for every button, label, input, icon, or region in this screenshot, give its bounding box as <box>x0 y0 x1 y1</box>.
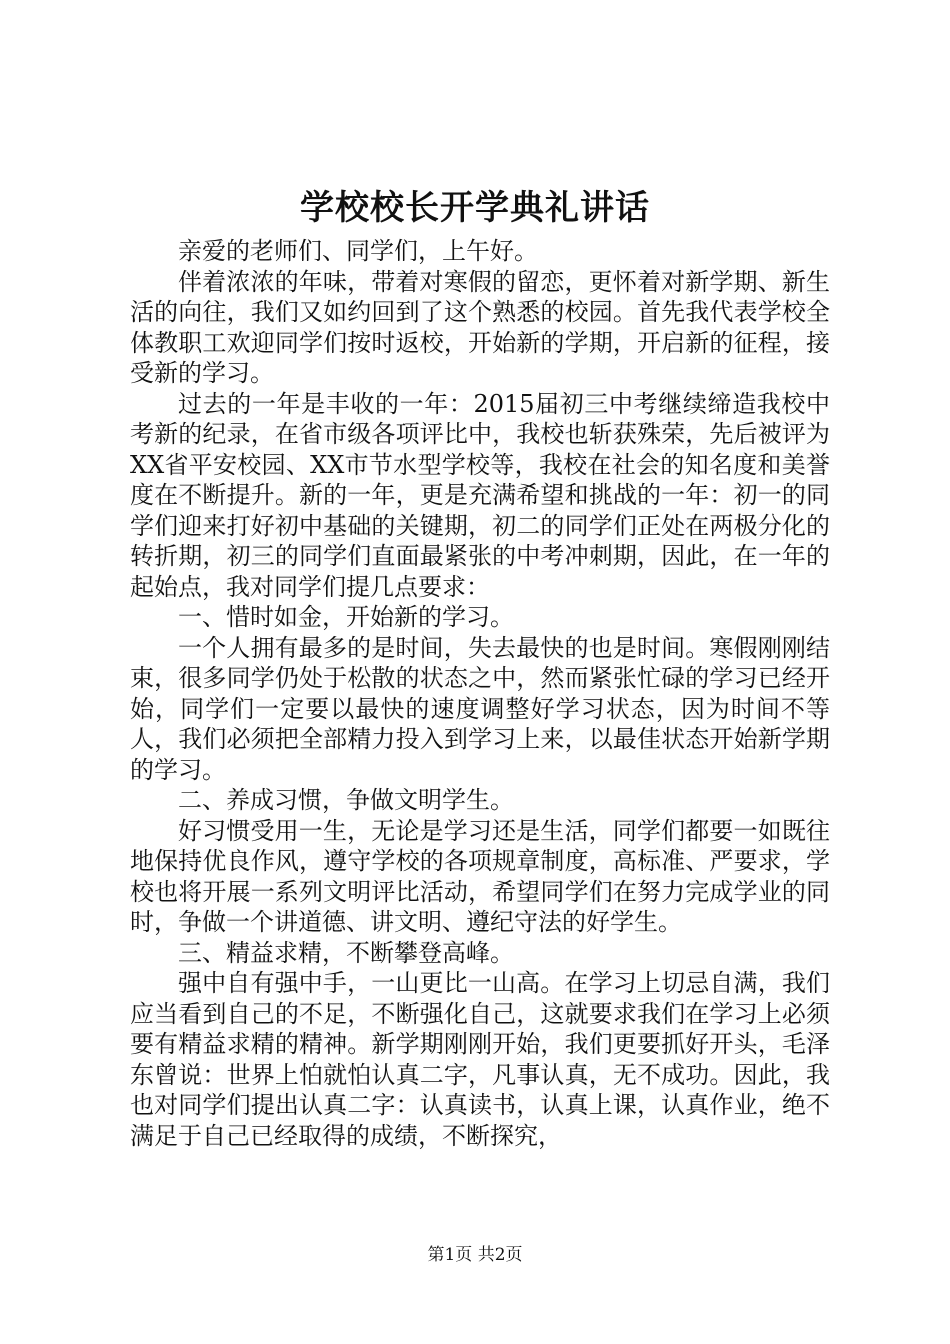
section-heading-1: 一、惜时如金，开始新的学习。 <box>178 603 514 631</box>
section-heading-2: 二、养成习惯，争做文明学生。 <box>178 786 514 814</box>
paragraph-section-3: 强中自有强中手，一山更比一山高。在学习上切忌自满，我们应当看到自己的不足，不断强化自己，这就要求我们在学习上必须要有精益求精的精神。新学期刚刚开始，我们更要抓好开头，毛泽东曾说：世界上怕就怕认真二字，凡事认真，无不成功。因此，我也对同学们提出认真二字：认真读书，认真上课，认真作业，绝不满足于自己已经取得的成绩，不断探究， <box>130 969 830 1150</box>
page-number: 第1页 共2页 <box>427 1245 523 1265</box>
paragraph-section-2: 好习惯受用一生，无论是学习还是生活，同学们都要一如既往地保持优良作风，遵守学校的各项规章制度，高标准、严要求，学校也将开展一系列文明评比活动，希望同学们在努力完成学业的同时，争做一个讲道德、讲文明、遵纪守法的好学生。 <box>130 816 830 936</box>
document-body <box>130 236 830 1151</box>
document-title: 学校校长开学典礼讲话 <box>300 188 650 228</box>
section-heading-3: 三、精益求精，不断攀登高峰。 <box>178 938 514 967</box>
paragraph-intro: 伴着浓浓的年味，带着对寒假的留恋，更怀着对新学期、新生活的向往，我们又如约回到了这个熟悉的校园。首先我代表学校全体教职工欢迎同学们按时返校，开始新的学期，开启新的征程，接受新的学习。 <box>130 267 830 387</box>
paragraph-review: 过去的一年是丰收的一年：2015届初三中考继续缔造我校中考新的纪录，在省市级各项评比中，我校也斩获殊荣，先后被评为XX省平安校园、XX市节水型学校等，我校在社会的知名度和美誉度在不断提升。新的一年，更是充满希望和挑战的一年：初一的同学们迎来打好初中基础的关键期，初二的同学们正处在两极分化的转折期，初三的同学们直面最紧张的中考冲刺期，因此，在一年的起始点，我对同学们提几点要求： <box>130 389 830 601</box>
paragraph-greeting: 亲爱的老师们、同学们，上午好。 <box>178 237 538 265</box>
paragraph-section-1: 一个人拥有最多的是时间，失去最快的也是时间。寒假刚刚结束，很多同学仍处于松散的状态之中，然而紧张忙碌的学习已经开始，同学们一定要以最快的速度调整好学习状态，因为时间不等人，我们必须把全部精力投入到学习上来，以最佳状态开始新学期的学习。 <box>130 633 830 784</box>
